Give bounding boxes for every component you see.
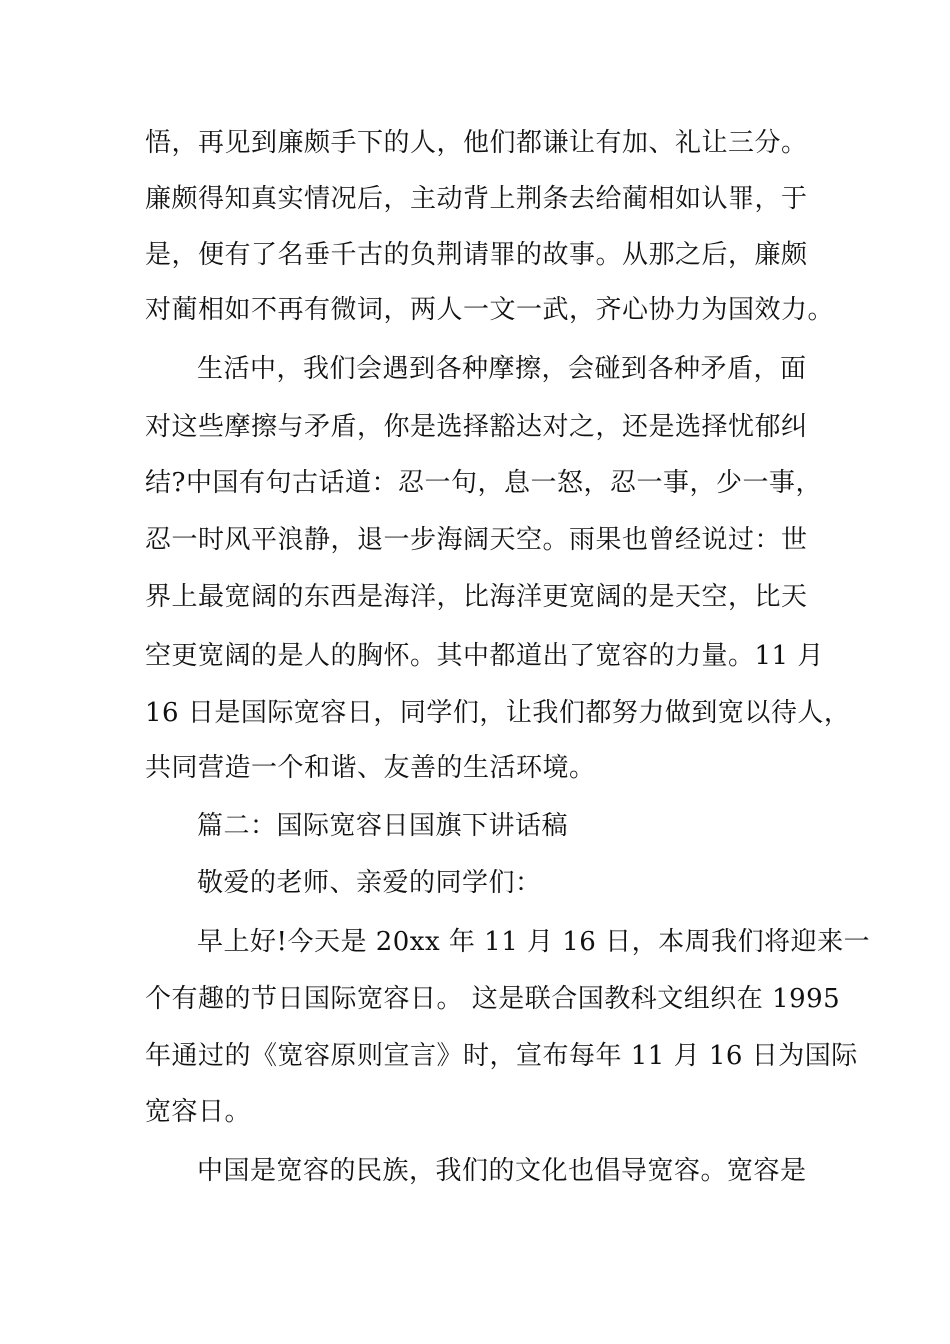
- text-line: 对这些摩擦与矛盾，你是选择豁达对之，还是选择忧郁纠: [145, 412, 808, 442]
- text-line: 共同营造一个和谐、友善的生活环境。: [145, 753, 596, 783]
- text-line: 对蔺相如不再有微词，两人一文一武，齐心协力为国效力。: [145, 295, 835, 325]
- text-line: 忍一时风平浪静，退一步海阔天空。雨果也曾经说过：世: [145, 525, 808, 555]
- paragraph-start-line: 中国是宽容的民族，我们的文化也倡导宽容。宽容是: [197, 1156, 807, 1186]
- text-line: 廉颇得知真实情况后，主动背上荆条去给蔺相如认罪，于: [145, 184, 808, 214]
- paragraph-start-line: 早上好!今天是 20xx 年 11 月 16 日，本周我们将迎来一: [197, 927, 871, 957]
- text-line: 宽容日。: [145, 1097, 252, 1127]
- text-line: 结?中国有句古话道：忍一句，息一怒，忍一事，少一事，: [145, 468, 822, 498]
- text-line: 是，便有了名垂千古的负荆请罪的故事。从那之后，廉颇: [145, 240, 808, 270]
- text-line: 空更宽阔的是人的胸怀。其中都道出了宽容的力量。11 月: [145, 641, 824, 671]
- text-line: 悟，再见到廉颇手下的人，他们都谦让有加、礼让三分。: [145, 128, 808, 158]
- paragraph-start-line: 生活中，我们会遇到各种摩擦，会碰到各种矛盾，面: [197, 354, 807, 384]
- section-heading: 篇二：国际宽容日国旗下讲话稿: [197, 811, 569, 841]
- text-line: 16 日是国际宽容日，同学们，让我们都努力做到宽以待人，: [145, 698, 851, 728]
- text-line: 年通过的《宽容原则宣言》时，宣布每年 11 月 16 日为国际: [145, 1041, 858, 1071]
- text-line: 界上最宽阔的东西是海洋，比海洋更宽阔的是天空，比天: [145, 582, 808, 612]
- salutation-line: 敬爱的老师、亲爱的同学们：: [197, 868, 542, 898]
- text-line: 个有趣的节日国际宽容日。 这是联合国教科文组织在 1995: [145, 984, 841, 1014]
